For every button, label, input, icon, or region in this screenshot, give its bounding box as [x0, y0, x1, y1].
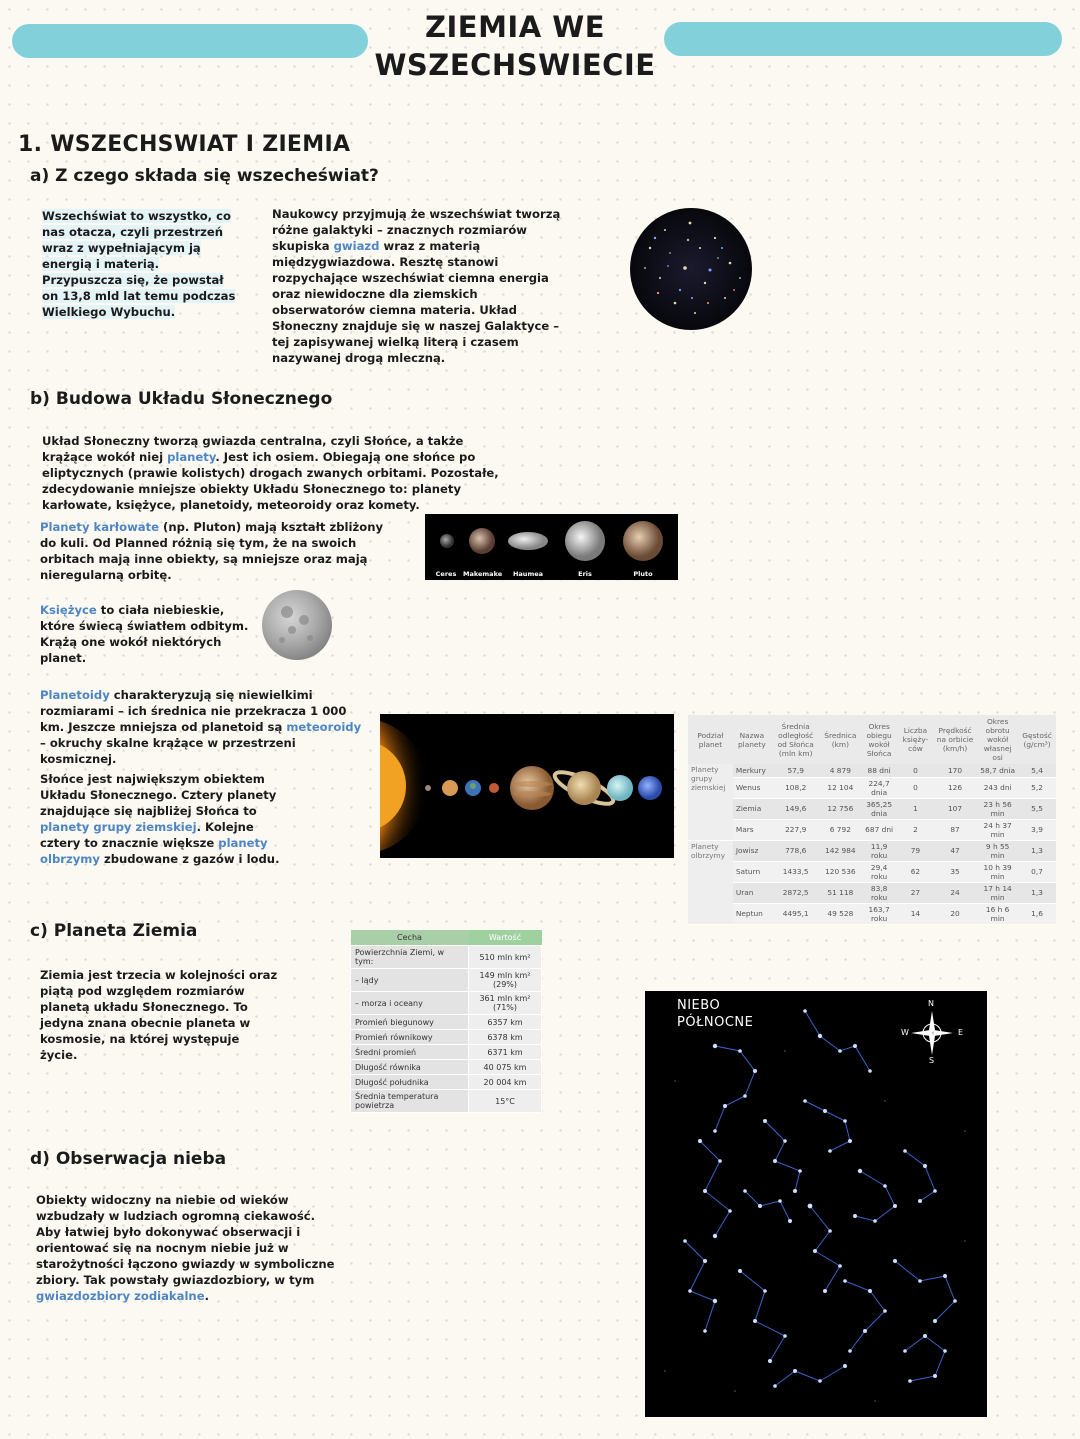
link-ksiezyce[interactable]: Księżyce	[40, 603, 97, 617]
table-row	[688, 840, 1056, 861]
solar-system-graphic	[380, 714, 674, 858]
table-header: Średnica (km)	[820, 715, 860, 764]
table-cell: Saturn	[733, 861, 771, 882]
table-cell: 51 118	[820, 882, 860, 903]
subheading-b: b) Budowa Układu Słonecznego	[30, 389, 333, 409]
deep-field-galaxy-image	[630, 208, 752, 330]
paragraph-galaxies: Naukowcy przyjmują że wszechświat tworzą różne galaktyki – znacznych rozmiarów skupiska gwiazd wraz z materią międzygwiazdowa. Resztę stanowi rozpychające wszechświat ciemna energia oraz niewidoczne dla ziemskich obserwatorów ciemna materia. Układ Słoneczny znajduje się w naszej Galaktyce – tej zapisywanej wielką literą i czasem nazywanej drogą mleczną.	[272, 207, 561, 365]
table-cell: 5,2	[1018, 777, 1056, 798]
table-cell: 47	[933, 840, 977, 861]
table-header: Okres obrotu wokół własnej osi	[977, 715, 1018, 764]
table-cell: 224,7 dnia	[860, 777, 898, 798]
table-row	[351, 1075, 542, 1090]
link-planety[interactable]: planety	[167, 450, 216, 464]
table-row	[688, 861, 1056, 882]
table-cell: 17 h 14 min	[977, 882, 1018, 903]
section-heading: 1. WSZECHSWIAT I ZIEMIA	[18, 132, 351, 157]
table-cell: 3,9	[1018, 819, 1056, 840]
table-header: Podział planet	[688, 715, 733, 764]
compass-w: W	[901, 1028, 909, 1037]
table-cell: 0,7	[1018, 861, 1056, 882]
table-cell: 1	[898, 798, 933, 819]
compass-e: E	[958, 1028, 964, 1037]
page-title-line2: WSZECHSWIECIE	[374, 48, 656, 82]
universe-definition-text: Wszechświat to wszystko, co nas otacza, czyli przestrzeń wraz z wypełniającym ją energią i materią. Przypuszcza się, że powstał on 13,8 mld lat temu podczas Wielkiego Wybuchu.	[42, 209, 236, 319]
paragraph-sun: Słońce jest największym obiektem Układu Słonecznego. Cztery planety znajdujące się najbliżej Słońca to planety grupy ziemskiej. Kolejne cztery to znacznie większe planety olbrzymy zbudowane z gazów i lodu.	[40, 772, 280, 866]
table-cell: 5,4	[1018, 764, 1056, 777]
table-cell: Merkury	[733, 764, 771, 777]
table-row	[351, 1045, 542, 1060]
table-cell: 14	[898, 903, 933, 924]
table-cell: Wenus	[733, 777, 771, 798]
compass-s: S	[929, 1056, 935, 1065]
table-cell: 120 536	[820, 861, 860, 882]
table-cell: 149 mln km² (29%)	[469, 969, 542, 992]
table-row	[688, 777, 1056, 798]
table-header: Prędkość na orbicie (km/h)	[933, 715, 977, 764]
table-cell: 11,9 roku	[860, 840, 898, 861]
table-cell: Długość równika	[351, 1060, 469, 1075]
dwarf-label-haumea: Haumea	[512, 570, 544, 578]
table-cell: 40 075 km	[469, 1060, 542, 1075]
table-cell: Ziemia	[733, 798, 771, 819]
galaxy-stars-graphic	[630, 208, 752, 330]
table-cell: – morza i oceany	[351, 992, 469, 1015]
paragraph-asteroids: Planetoidy charakteryzują się niewielkimi rozmiarami – ich średnica nie przekracza 1 000 km. Jeszcze mniejsza od planetoid są meteoroidy – okruchy skalne krążące w przestrzeni kosmicznej.	[40, 688, 362, 766]
table-cell: 10 h 39 min	[977, 861, 1018, 882]
table-cell: Średni promień	[351, 1045, 469, 1060]
table-cell: 83,8 roku	[860, 882, 898, 903]
northern-sky-map	[645, 991, 987, 1417]
earth-table-container	[350, 930, 542, 1113]
table-cell: Uran	[733, 882, 771, 903]
link-gwiazd[interactable]: gwiazd	[333, 239, 380, 253]
table-cell: 126	[933, 777, 977, 798]
table-cell: 142 984	[820, 840, 860, 861]
table-cell: 6357 km	[469, 1015, 542, 1030]
table-cell: 361 mln km² (71%)	[469, 992, 542, 1015]
table-cell: 24	[933, 882, 977, 903]
table-row	[351, 1060, 542, 1075]
table-cell: 243 dni	[977, 777, 1018, 798]
table-cell: 1,3	[1018, 840, 1056, 861]
table-row	[688, 764, 1056, 777]
table-cell: 20	[933, 903, 977, 924]
table-row	[688, 798, 1056, 819]
moon-craters-graphic	[262, 590, 332, 660]
table-cell: 227,9	[771, 819, 821, 840]
table-row	[351, 1015, 542, 1030]
table-cell: Długość południka	[351, 1075, 469, 1090]
page-title-line1: ZIEMIA WE	[424, 10, 606, 44]
table-row	[688, 903, 1056, 924]
sky-map-title-line1: NIEBO	[677, 998, 721, 1013]
constellations-graphic	[645, 991, 987, 1417]
table-cell: 6378 km	[469, 1030, 542, 1045]
link-meteoroidy[interactable]: meteoroidy	[286, 720, 362, 734]
planet-data-table-container	[688, 715, 1056, 925]
subheading-a: a) Z czego składa się wszecheświat?	[30, 166, 379, 186]
table-cell: 23 h 56 min	[977, 798, 1018, 819]
paragraph-dwarf-planets: Planety karłowate (np. Pluton) mają kształt zbliżony do kuli. Od Planned różnią się tym, że na swoich orbitach mają inne obiekty, są mniejsze oraz mają nieregularną orbitę.	[40, 520, 384, 582]
table-cell: 149,6	[771, 798, 821, 819]
table-header: Nazwa planety	[733, 715, 771, 764]
table-cell: 15°C	[469, 1090, 542, 1113]
table-cell: 365,25 dnia	[860, 798, 898, 819]
table-row	[351, 969, 542, 992]
table-cell: 29,4 roku	[860, 861, 898, 882]
table-cell: 4495,1	[771, 903, 821, 924]
planet-group-label: Planety grupy ziemskiej	[688, 764, 733, 840]
table-cell: 510 mln km²	[469, 946, 542, 969]
moon-image	[262, 590, 332, 660]
header-bar-right	[664, 22, 1062, 56]
table-cell: Jowisz	[733, 840, 771, 861]
sky-map-title-line2: PÓŁNOCNE	[677, 1015, 754, 1030]
subheading-d: d) Obserwacja nieba	[30, 1149, 227, 1169]
table-cell: Promień równikowy	[351, 1030, 469, 1045]
table-cell: 108,2	[771, 777, 821, 798]
table-cell: 5,5	[1018, 798, 1056, 819]
table-cell: 79	[898, 840, 933, 861]
table-header: Średnia odległość od Słońca (mln km)	[771, 715, 821, 764]
paragraph-sky-observation: Obiekty widoczny na niebie od wieków wzbudzały w ludziach ogromną ciekawość. Aby łatwiej było dokonywać obserwacji i orientować się na nocnym niebie już w starożytności łączono gwiazdy w symboliczne zbiory. Tak powstały gwiazdozbiory, w tym gwiazdozbiory zodiakalne.	[36, 1193, 335, 1303]
table-cell: 107	[933, 798, 977, 819]
table-cell: – lądy	[351, 969, 469, 992]
table-cell: 49 528	[820, 903, 860, 924]
table-cell: Mars	[733, 819, 771, 840]
table-header: Liczba księży-ców	[898, 715, 933, 764]
table-cell: 6371 km	[469, 1045, 542, 1060]
table-cell: 0	[898, 777, 933, 798]
table-row	[688, 882, 1056, 903]
table-cell: 9 h 55 min	[977, 840, 1018, 861]
table-cell: 27	[898, 882, 933, 903]
link-planety-karlowate[interactable]: Planety karłowate	[40, 520, 160, 534]
planet-group-label: Planety olbrzymy	[688, 840, 733, 924]
header-bar-left	[12, 24, 368, 58]
table-cell: 170	[933, 764, 977, 777]
table-cell: Średnia temperatura powietrza	[351, 1090, 469, 1113]
table-cell: 0	[898, 764, 933, 777]
table-cell: 57,9	[771, 764, 821, 777]
table-cell: 163,7 roku	[860, 903, 898, 924]
table-cell: 1,6	[1018, 903, 1056, 924]
table-cell: 20 004 km	[469, 1075, 542, 1090]
page-title	[370, 8, 660, 84]
link-planetoidy[interactable]: Planetoidy	[40, 688, 110, 702]
dwarf-label-pluto: Pluto	[633, 570, 653, 578]
subheading-c: c) Planeta Ziemia	[30, 921, 198, 941]
table-cell: 12 756	[820, 798, 860, 819]
table-cell: 2	[898, 819, 933, 840]
compass-n: N	[928, 999, 934, 1008]
link-gwiazdozbiory-zodiakalne[interactable]: gwiazdozbiory zodiakalne	[36, 1289, 205, 1303]
table-header: Wartość	[469, 930, 542, 946]
paragraph-moons: Księżyce to ciała niebieskie, które świecą światłem odbitym. Krążą one wokół niektórych planet.	[40, 603, 249, 665]
table-cell: 4 879	[820, 764, 860, 777]
dwarf-label-eris: Eris	[578, 570, 592, 578]
dwarf-label-makemake: Makemake	[463, 570, 503, 578]
solar-system-image	[380, 714, 674, 858]
earth-table	[350, 930, 542, 1113]
link-planety-grupy-ziemskiej[interactable]: planety grupy ziemskiej	[40, 820, 197, 834]
table-row	[351, 946, 542, 969]
table-row	[688, 819, 1056, 840]
link-planety-olbrzymy[interactable]: planety olbrzymy	[40, 836, 268, 866]
table-header: Okres obiegu wokół Słońca	[860, 715, 898, 764]
table-cell: 35	[933, 861, 977, 882]
table-cell: Promień biegunowy	[351, 1015, 469, 1030]
dwarf-planets-image	[425, 514, 678, 580]
dwarf-label-ceres: Ceres	[435, 570, 457, 578]
table-cell: 87	[933, 819, 977, 840]
table-cell: 1,3	[1018, 882, 1056, 903]
table-header: Cecha	[351, 930, 469, 946]
table-cell: 1433,5	[771, 861, 821, 882]
table-cell: 6 792	[820, 819, 860, 840]
table-cell: 16 h 6 min	[977, 903, 1018, 924]
table-cell: 2872,5	[771, 882, 821, 903]
table-cell: 88 dni	[860, 764, 898, 777]
paragraph-solar-system: Układ Słoneczny tworzą gwiazda centralna, czyli Słońce, a także krążące wokół niej planety. Jest ich osiem. Obiegają one słońce po eliptycznych (prawie kolistych) drogach zwanych orbitami. Pozostałe, zdecydowanie mniejsze obiekty Układu Słonecznego to: planety karłowate, księżyce, planetoidy, meteoroidy oraz komety.	[42, 434, 499, 512]
table-cell: 24 h 37 min	[977, 819, 1018, 840]
table-row	[351, 1030, 542, 1045]
table-row	[351, 1090, 542, 1113]
table-cell: Powierzchnia Ziemi, w tym:	[351, 946, 469, 969]
table-header: Gęstość (g/cm³)	[1018, 715, 1056, 764]
paragraph-earth: Ziemia jest trzecia w kolejności oraz piątą pod względem rozmiarów planetą układu Słonecznego. To jedyna znana obecnie planeta w kosmosie, na której występuje życie.	[40, 968, 278, 1062]
table-row	[351, 992, 542, 1015]
paragraph-universe-definition	[42, 208, 238, 320]
table-cell: 778,6	[771, 840, 821, 861]
table-cell: 687 dni	[860, 819, 898, 840]
table-cell: Neptun	[733, 903, 771, 924]
table-cell: 62	[898, 861, 933, 882]
planet-data-table	[688, 715, 1056, 925]
table-cell: 12 104	[820, 777, 860, 798]
table-cell: 58,7 dnia	[977, 764, 1018, 777]
